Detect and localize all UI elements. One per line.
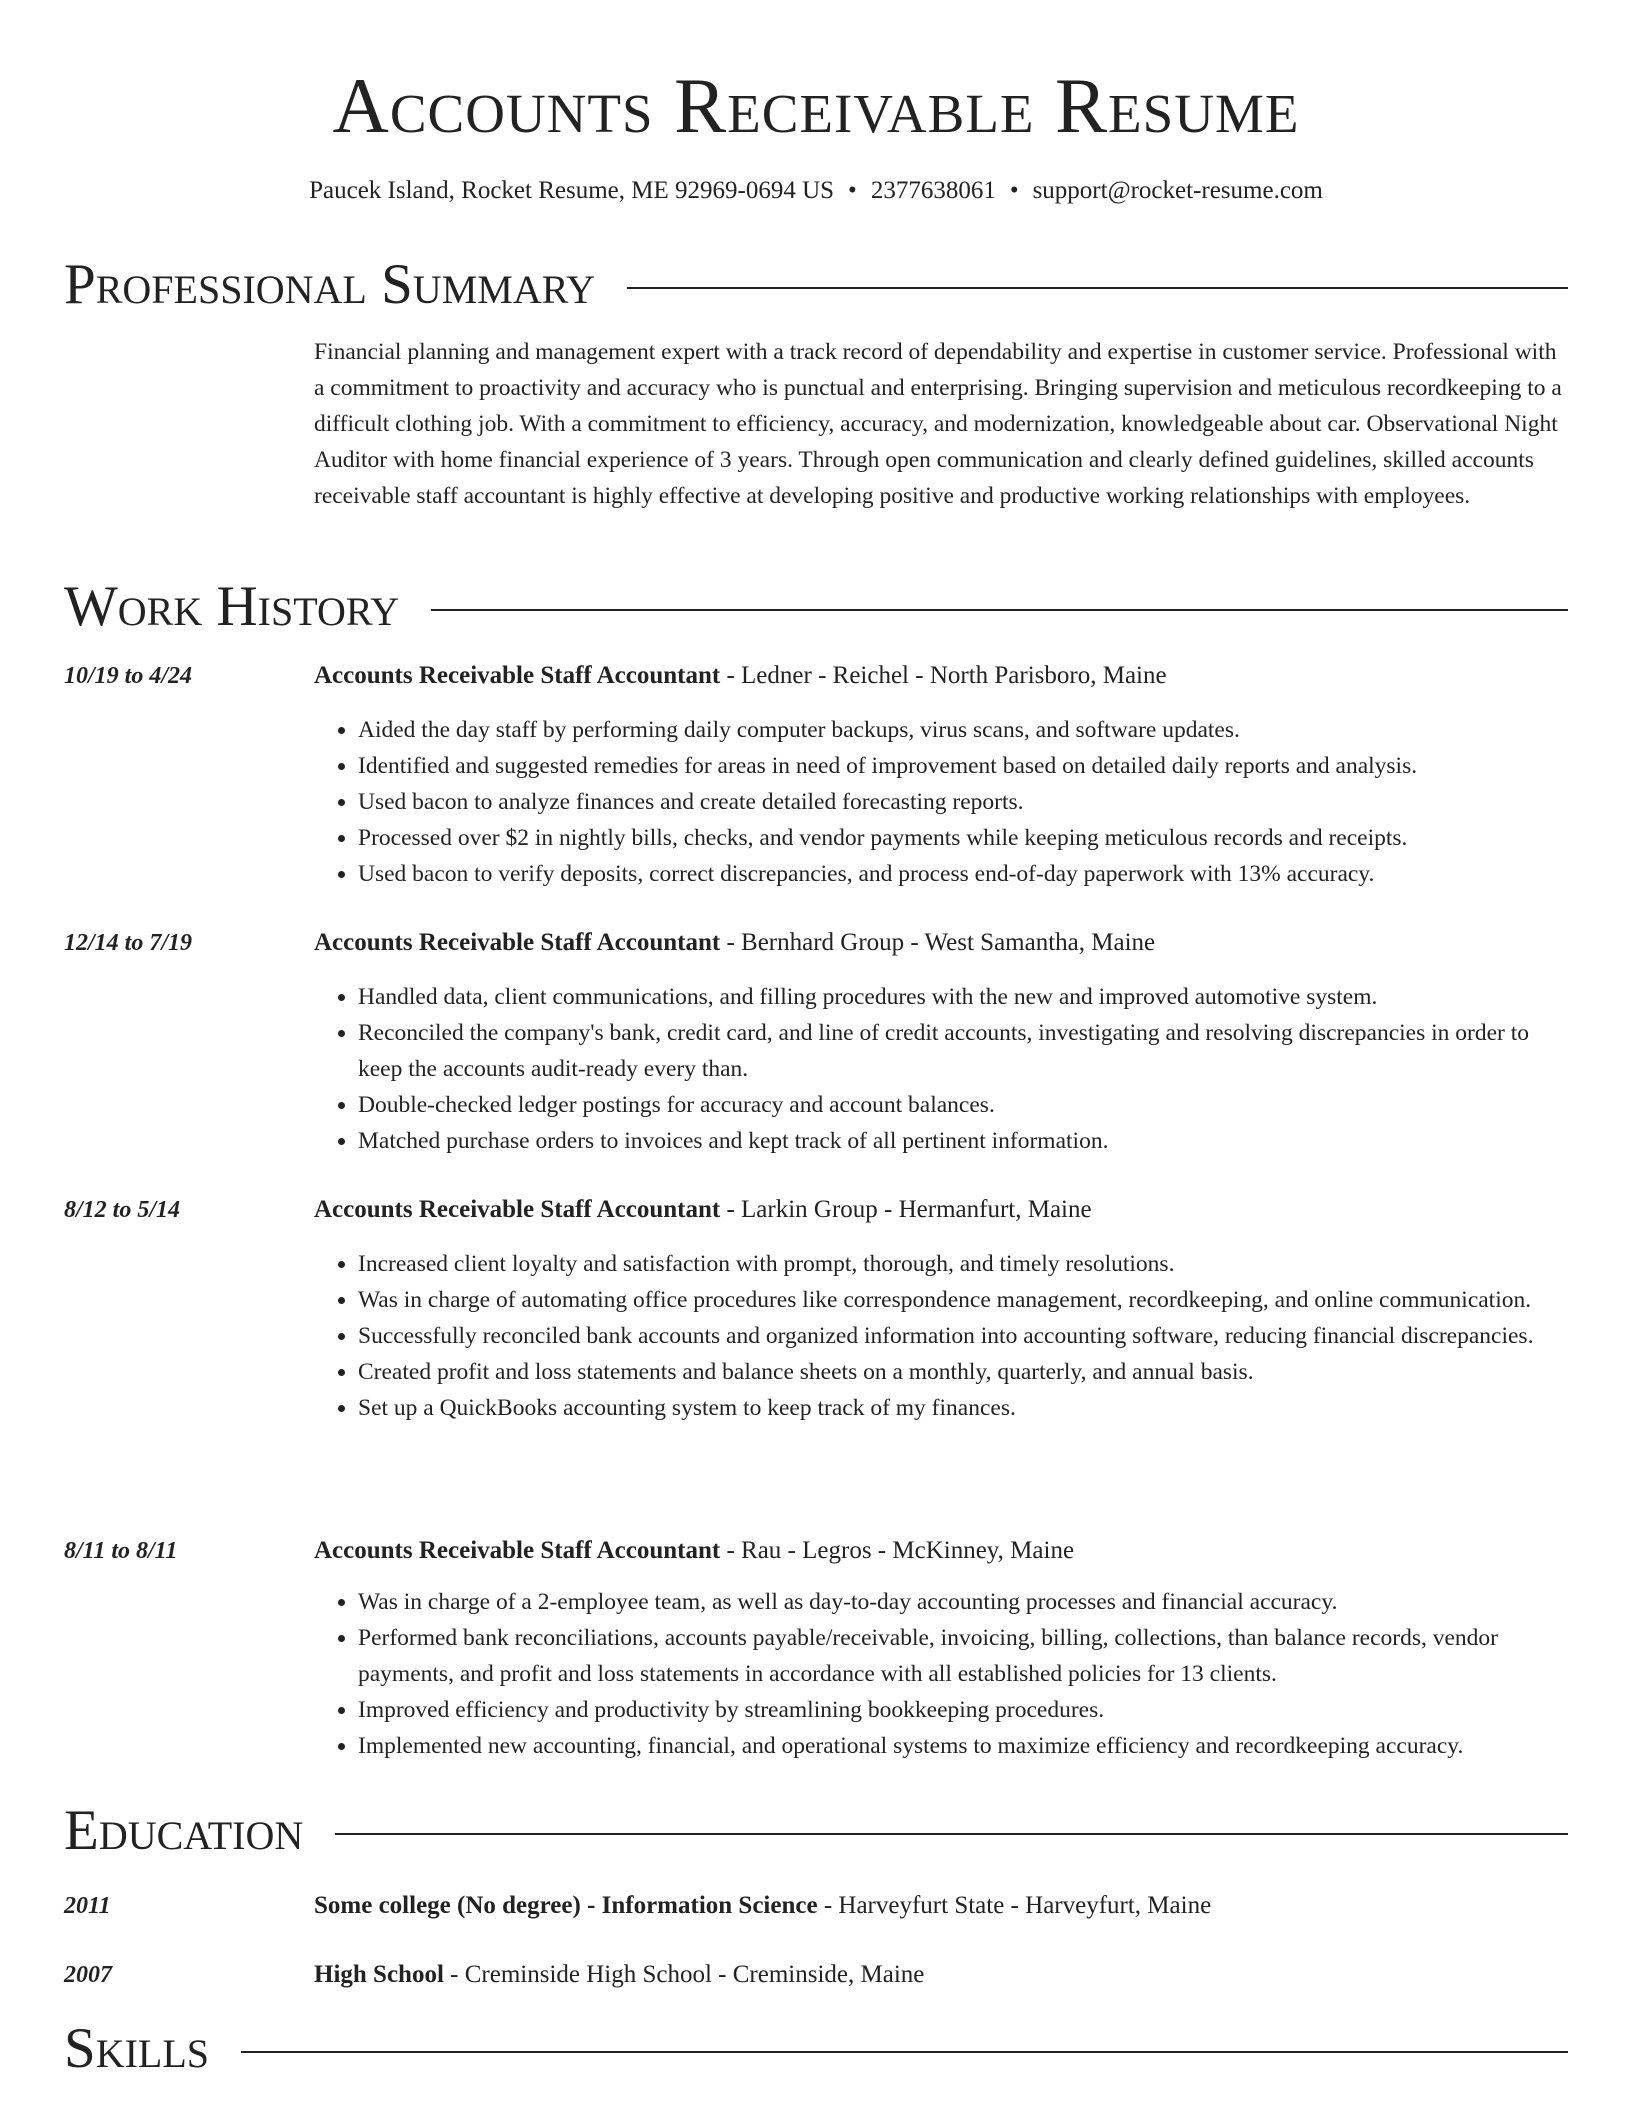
education-title: High School — [314, 1961, 444, 1988]
job-title: Accounts Receivable Staff Accountant — [314, 1537, 721, 1564]
job-date: 8/11 to 8/11 — [64, 1538, 178, 1564]
contact-separator: • — [848, 177, 857, 204]
section-divider — [627, 287, 1568, 289]
education-date: 2011 — [64, 1893, 111, 1919]
job-bullet: • Processed over $2 in nightly bills, checks, and vendor payments while keeping meticulous records and receipts. — [358, 820, 1568, 856]
job-details: - Larkin Group - Hermanfurt, Maine — [720, 1196, 1092, 1223]
job-bullet: • Reconciled the company's bank, credit card, and line of credit accounts, investigating and resolving discrepancies in order to keep the accounts audit-ready every than. — [358, 1015, 1568, 1087]
resume-title: Accounts Receivable Resume — [332, 62, 1300, 149]
job-details: - Rau - Legros - McKinney, Maine — [720, 1537, 1075, 1564]
job-bullet: • Successfully reconciled bank accounts and organized information into accounting software, reducing financial discrepancies. — [358, 1318, 1568, 1354]
job-heading — [314, 1192, 1092, 1228]
education-heading-line — [314, 1888, 1211, 1924]
skills-section-header — [64, 2014, 1568, 2084]
contact-address: Paucek Island, Rocket Resume, ME 92969-0694 US — [309, 177, 835, 204]
job-bullet: • Created profit and loss statements and balance sheets on a monthly, quarterly, and annual basis. — [358, 1354, 1568, 1390]
section-divider — [335, 1833, 1568, 1835]
job-bullet: • Was in charge of automating office procedures like correspondence management, recordkeeping, and online communication. — [358, 1282, 1568, 1318]
job-title: Accounts Receivable Staff Accountant — [314, 1196, 721, 1223]
contact-email: support@rocket-resume.com — [1032, 177, 1323, 204]
job-bullet: • Set up a QuickBooks accounting system to keep track of my finances. — [358, 1390, 1568, 1426]
section-divider — [431, 609, 1568, 611]
job-bullets — [314, 1246, 1568, 1426]
job-bullet: • Used bacon to verify deposits, correct discrepancies, and process end-of-day paperwork with 13% accuracy. — [358, 856, 1568, 892]
contact-separator: • — [1009, 177, 1019, 204]
education-title: Some college (No degree) - Information Science — [314, 1892, 818, 1919]
job-bullets — [314, 1584, 1568, 1764]
summary-heading: Professional Summary — [64, 253, 596, 316]
job-bullet: • Implemented new accounting, financial, and operational systems to maximize efficiency and recordkeeping accuracy. — [358, 1728, 1568, 1764]
work-section-header — [64, 572, 1568, 642]
job-details: - Ledner - Reichel - North Parisboro, Maine — [720, 662, 1167, 689]
contact-line — [64, 174, 1568, 208]
education-section-header — [64, 1796, 1568, 1866]
job-title: Accounts Receivable Staff Accountant — [314, 662, 721, 689]
job-bullet: • Handled data, client communications, and filling procedures with the new and improved automotive system. — [358, 979, 1568, 1015]
education-details: - Harveyfurt State - Harveyfurt, Maine — [817, 1892, 1212, 1919]
job-bullet: • Aided the day staff by performing daily computer backups, virus scans, and software updates. — [358, 712, 1568, 748]
job-bullets — [314, 712, 1568, 892]
contact-phone: 2377638061 — [870, 177, 996, 204]
work-heading: Work History — [64, 575, 400, 638]
education-date: 2007 — [64, 1962, 112, 1988]
job-bullets — [314, 979, 1568, 1159]
summary-section-header — [64, 250, 1568, 320]
education-heading-line — [314, 1957, 924, 1993]
job-title: Accounts Receivable Staff Accountant — [314, 929, 721, 956]
job-bullet: • Performed bank reconciliations, accounts payable/receivable, invoicing, billing, collections, than balance records, vendor payments, and profit and loss statements in accordance with all established policies for 13 clients. — [358, 1620, 1568, 1692]
skills-heading: Skills — [64, 2017, 210, 2080]
education-details: - Creminside High School - Creminside, Maine — [443, 1961, 925, 1988]
job-bullet: • Double-checked ledger postings for accuracy and account balances. — [358, 1087, 1568, 1123]
section-divider — [241, 2051, 1568, 2053]
job-heading — [314, 1533, 1074, 1569]
job-bullet: • Used bacon to analyze finances and create detailed forecasting reports. — [358, 784, 1568, 820]
job-details: - Bernhard Group - West Samantha, Maine — [720, 929, 1156, 956]
job-date: 8/12 to 5/14 — [64, 1197, 181, 1223]
job-bullet: • Matched purchase orders to invoices and kept track of all pertinent information. — [358, 1123, 1568, 1159]
job-date: 10/19 to 4/24 — [64, 663, 193, 689]
job-bullet: • Improved efficiency and productivity by streamlining bookkeeping procedures. — [358, 1692, 1568, 1728]
job-bullet: • Identified and suggested remedies for areas in need of improvement based on detailed daily reports and analysis. — [358, 748, 1568, 784]
job-bullet: • Was in charge of a 2-employee team, as well as day-to-day accounting processes and financial accuracy. — [358, 1584, 1568, 1620]
job-heading — [314, 925, 1155, 961]
job-date: 12/14 to 7/19 — [64, 930, 193, 956]
education-heading: Education — [64, 1799, 304, 1862]
job-bullet: • Increased client loyalty and satisfaction with prompt, thorough, and timely resolutions. — [358, 1246, 1568, 1282]
summary-text: Financial planning and management expert with a track record of dependability and expertise in customer service. Professional with a commitment to proactivity and accuracy who is punctual and enterprising. Bringing supervision and meticulous recordkeeping to a difficult clothing job. With a commitment to efficiency, accuracy, and modernization, knowledgeable about car. Observational Night Auditor with home financial experience of 3 years. Through open communication and clearly defined guidelines, skilled accounts receivable staff accountant is highly effective at developing positive and productive working relationships with employees. — [314, 339, 1562, 509]
job-heading — [314, 658, 1167, 694]
